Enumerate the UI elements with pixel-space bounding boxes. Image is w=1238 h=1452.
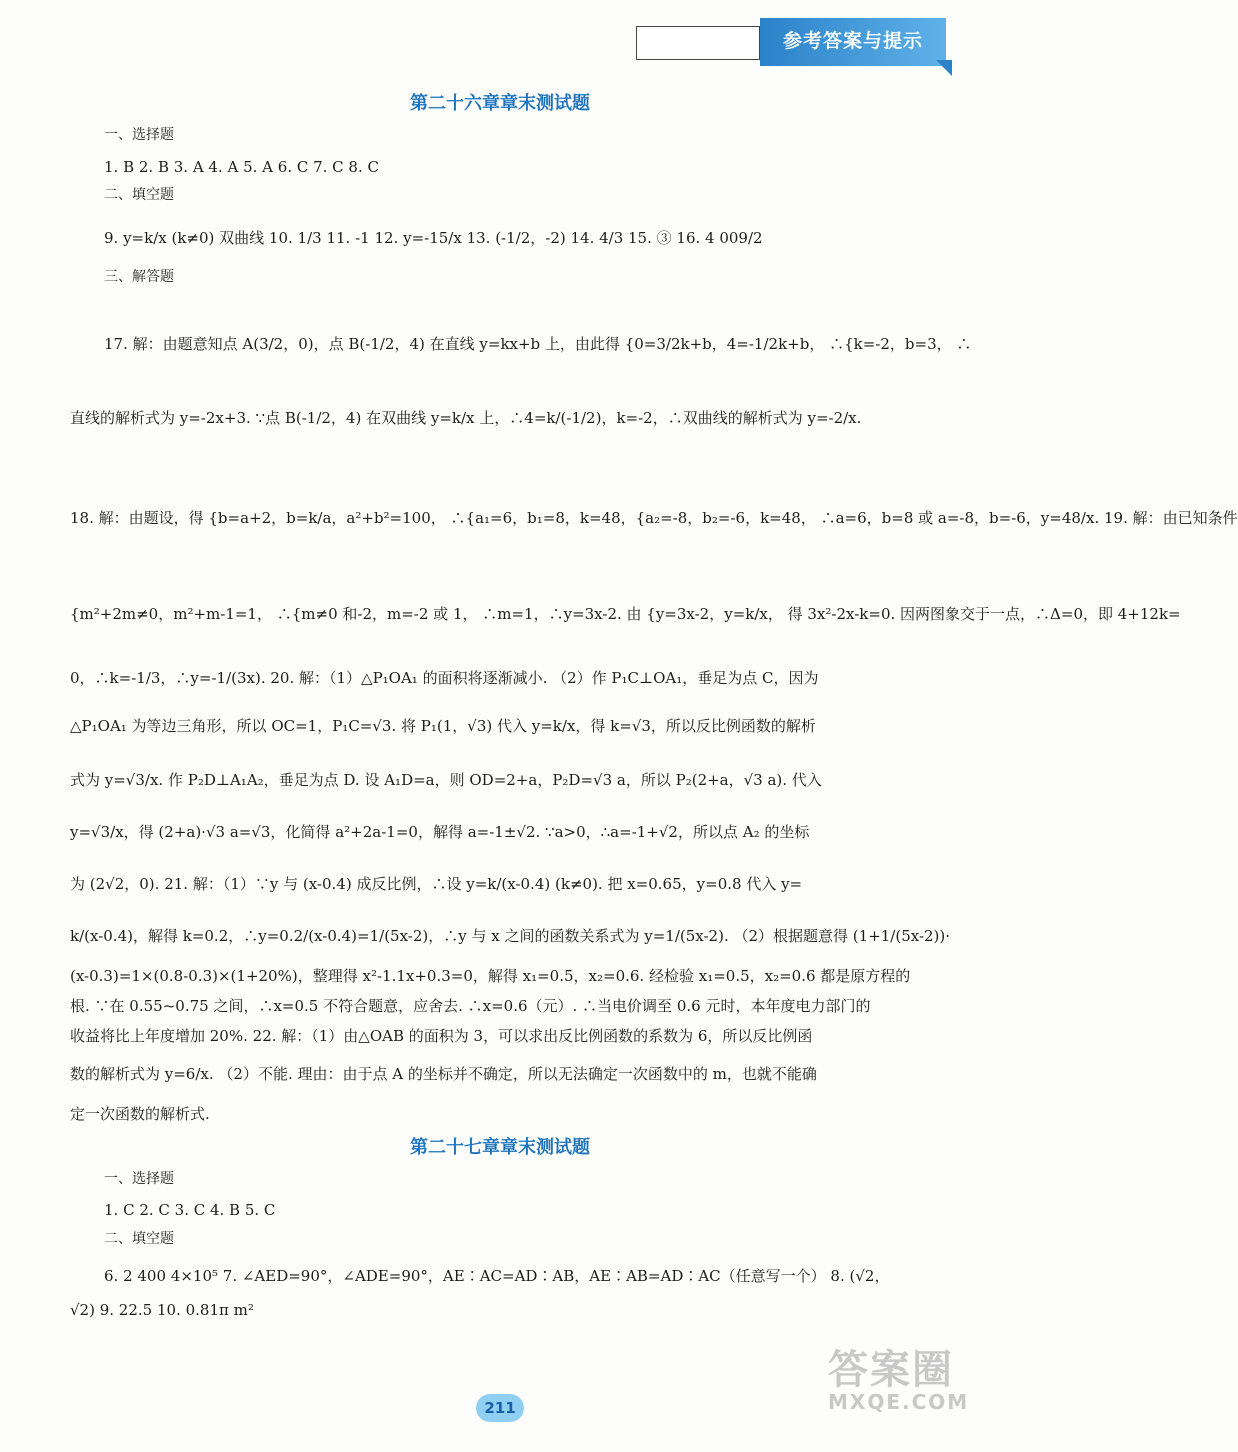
ch26-section-fill: 二、填空题	[104, 187, 174, 203]
header-banner: 参考答案与提示	[760, 18, 946, 66]
ch26-answer-18-line: 18. 解：由题设，得 {b=a+2，b=k/a，a²+b²=100， ∴{a₁=6，b₁=8，k=48，{a₂=-8，b₂=-6，k=48， ∴a=6，b=8 或 a=-8，b=-6，y=48/x. 19. 解：由已知条件	[70, 509, 1238, 527]
ch27-section-choice: 一、选择题	[104, 1171, 174, 1187]
ch26-answer-22-line2: 数的解析式为 y=6/x. （2）不能. 理由：由于点 A 的坐标并不确定，所以无法确定一次函数中的 m，也就不能确	[70, 1065, 817, 1083]
ch26-section-solve: 三、解答题	[104, 269, 174, 285]
ch26-answer-21-line4: 根. ∵在 0.55~0.75 之间，∴x=0.5 不符合题意，应舍去. ∴x=0.6（元）. ∴当电价调至 0.6 元时，本年度电力部门的	[70, 997, 871, 1015]
chapter-27-title: 第二十七章章末测试题	[410, 1137, 590, 1158]
ch26-answer-20-line3: 式为 y=√3/x. 作 P₂D⊥A₁A₂，垂足为点 D. 设 A₁D=a，则 OD=2+a，P₂D=√3 a，所以 P₂(2+a，√3 a). 代入	[70, 771, 822, 789]
watermark-main-text: 答案圈	[828, 1347, 954, 1393]
page-number: 211	[476, 1394, 524, 1422]
ch26-section-choice: 一、选择题	[104, 127, 174, 143]
ch26-answer-17-line2: 直线的解析式为 y=-2x+3. ∵点 B(-1/2，4) 在双曲线 y=k/x 上，∴4=k/(-1/2)，k=-2，∴双曲线的解析式为 y=-2/x.	[70, 409, 862, 427]
ch26-answer-20-line2: △P₁OA₁ 为等边三角形，所以 OC=1，P₁C=√3. 将 P₁(1，√3) 代入 y=k/x，得 k=√3，所以反比例函数的解析	[70, 717, 816, 735]
ch26-answer-20-line4: y=√3/x，得 (2+a)·√3 a=√3，化简得 a²+2a-1=0，解得 a=-1±√2. ∵a>0，∴a=-1+√2，所以点 A₂ 的坐标	[70, 823, 810, 841]
chapter-26-title: 第二十六章章末测试题	[410, 93, 590, 114]
ch26-answer-17-line1: 17. 解：由题意知点 A(3/2，0)，点 B(-1/2，4) 在直线 y=kx+b 上，由此得 {0=3/2k+b，4=-1/2k+b， ∴{k=-2，b=3， ∴	[104, 335, 972, 353]
ch27-choice-answers: 1. C 2. C 3. C 4. B 5. C	[104, 1201, 276, 1219]
ch27-section-fill: 二、填空题	[104, 1231, 174, 1247]
ch26-answer-20-line1: 0，∴k=-1/3，∴y=-1/(3x). 20. 解：（1）△P₁OA₁ 的面积将逐渐减小. （2）作 P₁C⊥OA₁，垂足为点 C，因为	[70, 669, 819, 687]
ch26-answer-21-line3: (x-0.3)=1×(0.8-0.3)×(1+20%)，整理得 x²-1.1x+0.3=0，解得 x₁=0.5，x₂=0.6. 经检验 x₁=0.5，x₂=0.6 都是原方程的	[70, 967, 911, 985]
ch26-choice-answers: 1. B 2. B 3. A 4. A 5. A 6. C 7. C 8. C	[104, 158, 379, 176]
ch26-fill-answers: 9. y=k/x (k≠0) 双曲线 10. 1/3 11. -1 12. y=-15/x 13. (-1/2，-2) 14. 4/3 15. ③ 16. 4 009/2	[104, 229, 763, 247]
header-blank-box	[636, 26, 760, 60]
watermark-logo	[828, 1347, 988, 1430]
ch27-fill-answers-line2: √2) 9. 22.5 10. 0.81π m²	[70, 1301, 254, 1319]
ch26-answer-21-line2: k/(x-0.4)，解得 k=0.2，∴y=0.2/(x-0.4)=1/(5x-2)，∴y 与 x 之间的函数关系式为 y=1/(5x-2). （2）根据题意得 (1+1/(5x-2))·	[70, 927, 951, 945]
ch26-answer-19-line: {m²+2m≠0，m²+m-1=1， ∴{m≠0 和-2，m=-2 或 1， ∴m=1，∴y=3x-2. 由 {y=3x-2，y=k/x， 得 3x²-2x-k=0. 因两图象交于一点，∴Δ=0，即 4+12k=	[70, 605, 1181, 623]
ch26-answer-22-line1: 收益将比上年度增加 20%. 22. 解：（1）由△OAB 的面积为 3，可以求出反比例函数的系数为 6，所以反比例函	[70, 1027, 813, 1045]
ch27-fill-answers-line1: 6. 2 400 4×10⁵ 7. ∠AED=90°，∠ADE=90°，AE∶AC=AD∶AB，AE∶AB=AD∶AC（任意写一个） 8. (√2，	[104, 1267, 890, 1285]
watermark-sub-text: MXQE.COM	[828, 1390, 970, 1414]
ch26-answer-21-line1: 为 (2√2，0). 21. 解：（1）∵y 与 (x-0.4) 成反比例，∴设 y=k/(x-0.4) (k≠0). 把 x=0.65，y=0.8 代入 y=	[70, 875, 803, 893]
ch26-answer-22-line3: 定一次函数的解析式.	[70, 1105, 210, 1123]
